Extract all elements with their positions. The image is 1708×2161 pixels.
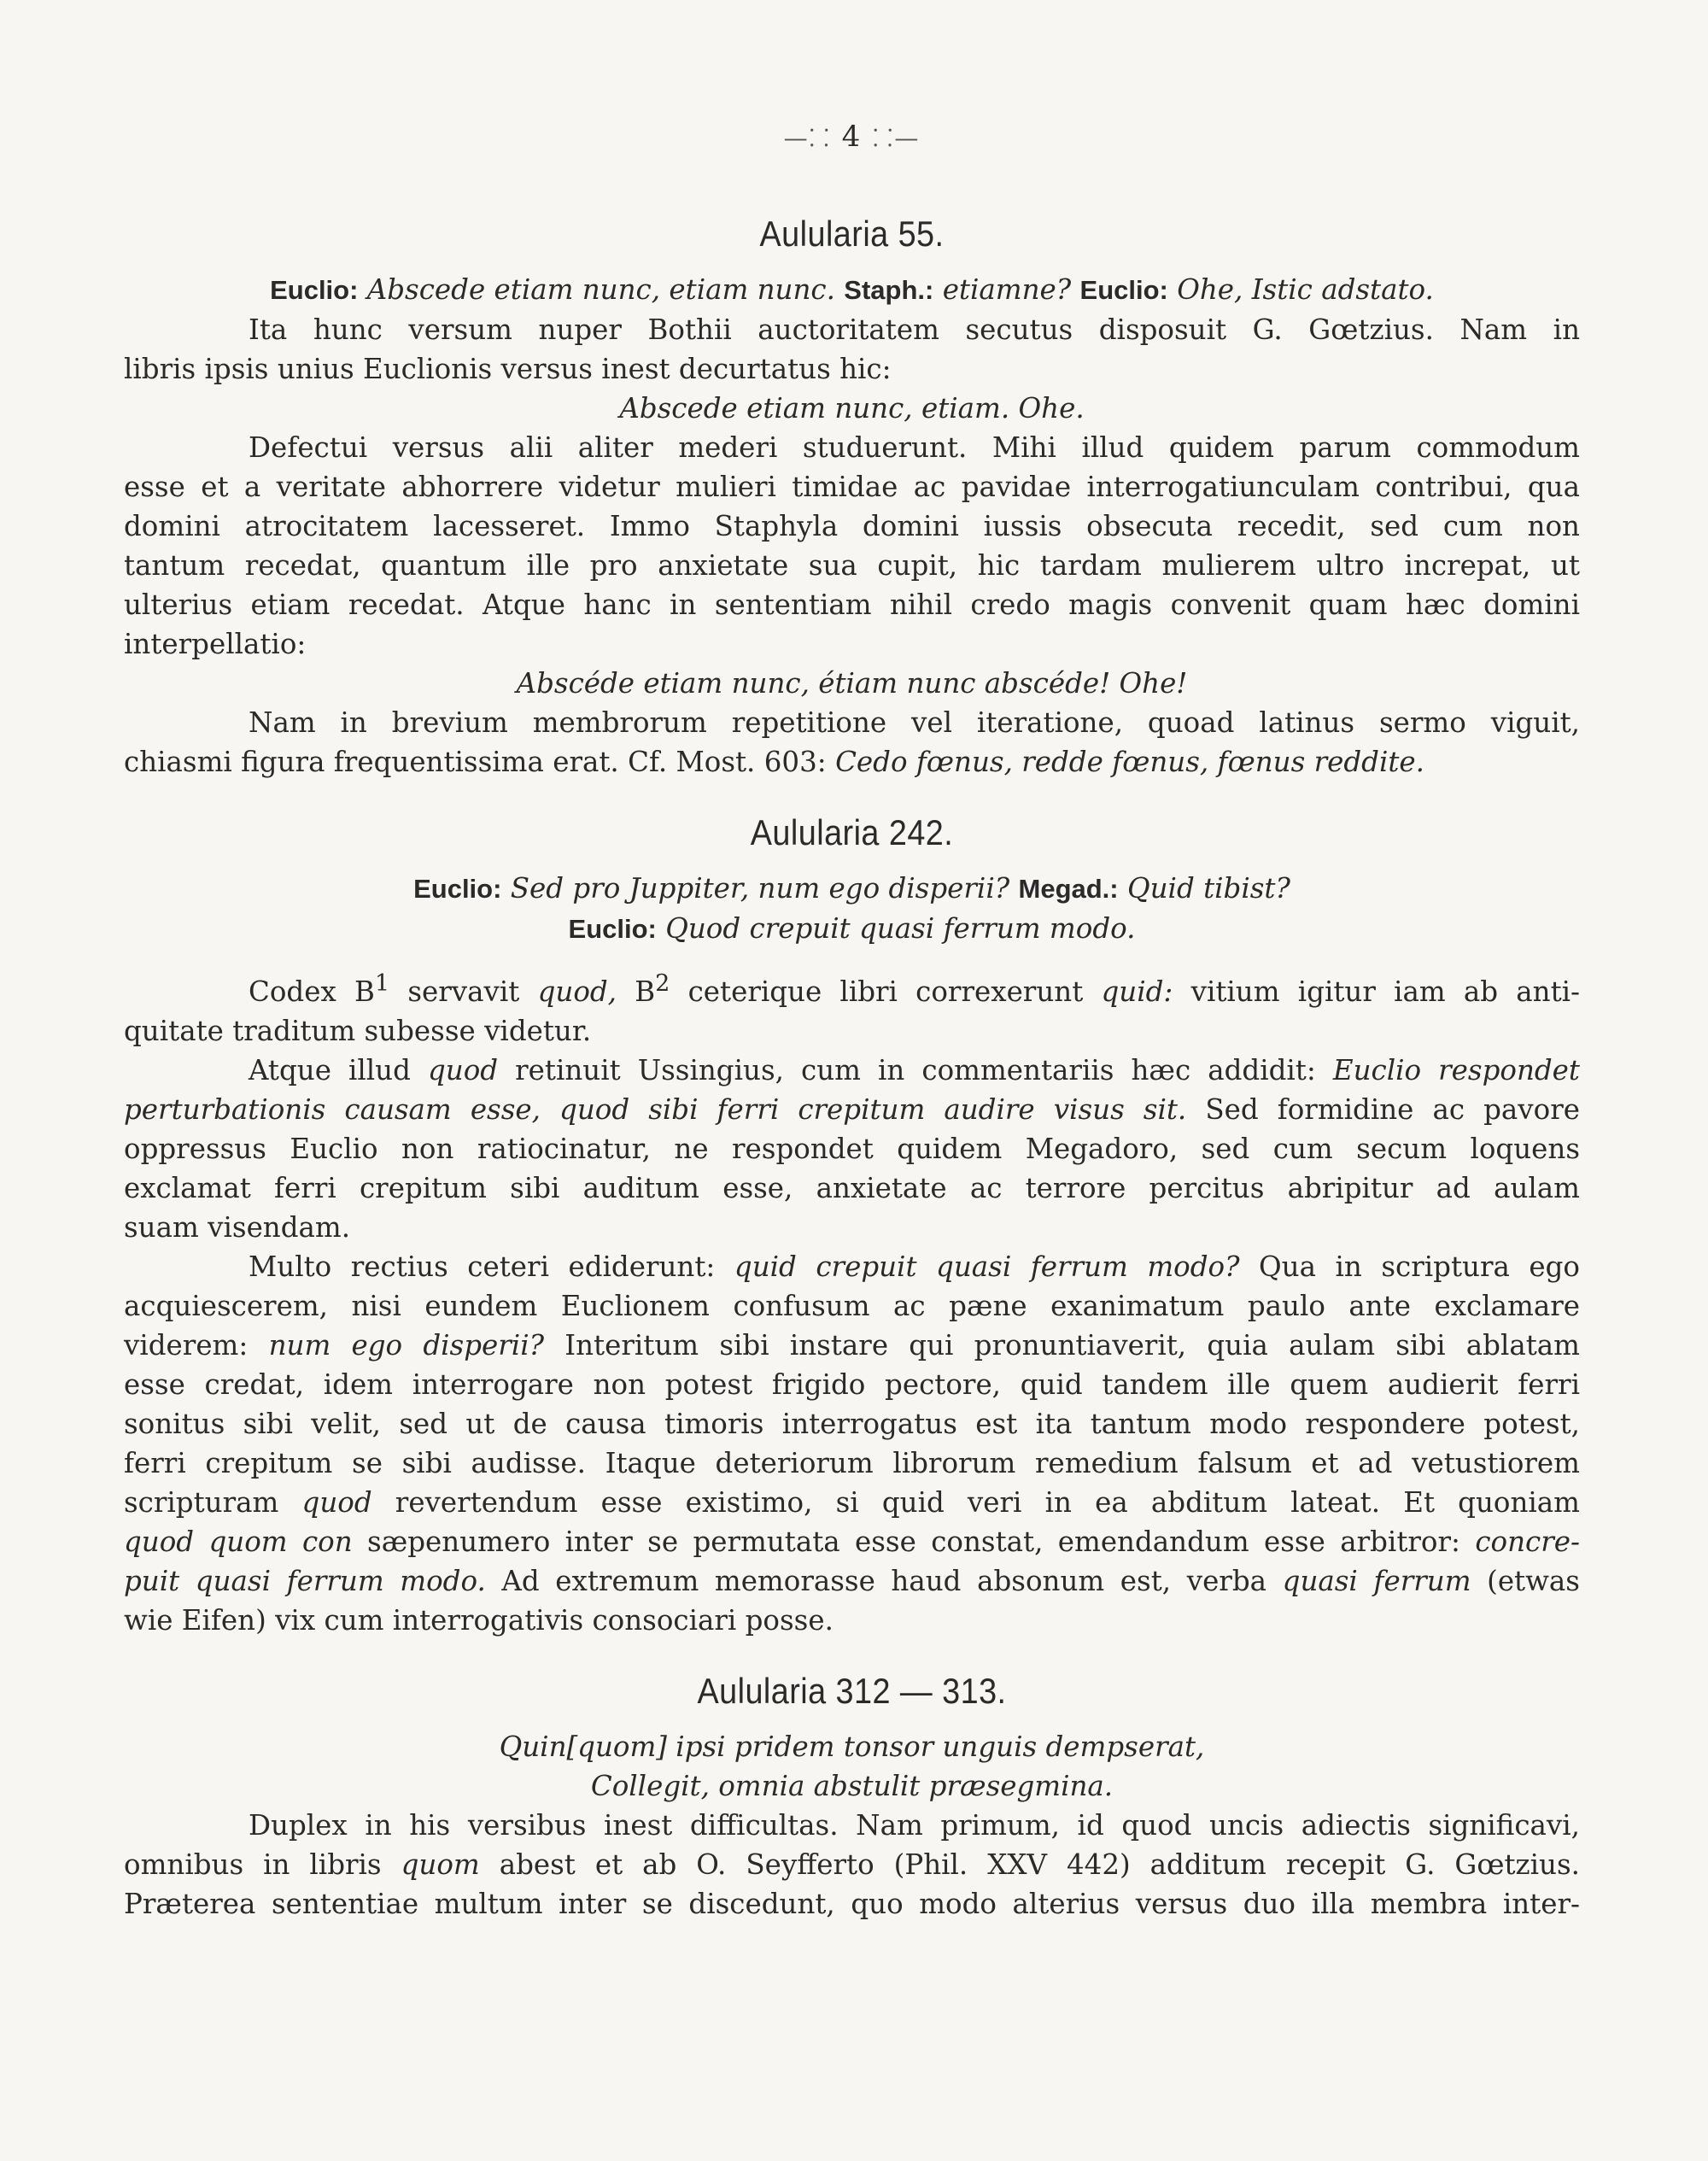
quote-text: perturbationis causam esse, quod sibi ferri crepitum audire visus sit.	[124, 1092, 1187, 1126]
text-span: omnibus in libris	[124, 1848, 401, 1881]
verse-line	[124, 869, 1580, 909]
text-line	[124, 1051, 1580, 1090]
superscript: 1	[374, 970, 390, 997]
page-header	[124, 120, 1580, 154]
quote-text: quid:	[1101, 975, 1173, 1008]
quote-text: quid crepuit quasi ferrum modo?	[734, 1250, 1240, 1283]
text-span: Interitum sibi instare qui pronuntiaverit, quia aulam sibi ablatam	[544, 1328, 1580, 1362]
speaker: Euclio:	[413, 874, 502, 904]
text-span: Ad extremum memorasse haud absonum est, verba	[485, 1564, 1283, 1597]
quote-text: quod	[301, 1485, 372, 1519]
verse-text: etiamne?	[942, 273, 1072, 306]
speaker: Euclio:	[270, 275, 359, 305]
text-line	[124, 1326, 1580, 1365]
text-span: chiasmi figura frequentissima erat. Cf. Most. 603:	[124, 746, 827, 778]
verse-text: Quin[quom] ipsi pridem tonsor unguis dempserat,	[499, 1730, 1205, 1763]
verse-text: Collegit, omnia abstulit præsegmina.	[590, 1769, 1114, 1802]
text-line	[124, 1561, 1580, 1601]
verse-line	[124, 389, 1580, 428]
text-line: wie Eifen) vix cum interrogativis consociari posse.	[124, 1603, 834, 1637]
text-span: sæpenumero inter se permutata esse constat, emendandum esse arbitror:	[352, 1525, 1476, 1558]
quote-text: quod,	[537, 975, 617, 1008]
section-title: Aulularia 55.	[759, 214, 945, 254]
text-line: Nam in brevium membrorum repetitione vel iteratione, quoad latinus sermo viguit,	[249, 706, 1580, 739]
text-span: Codex B	[249, 975, 375, 1008]
text-line: acquiescerem, nisi eundem Euclionem confusum ac pæne exanimatum paulo ante exclamare	[124, 1289, 1580, 1322]
verse-text: Abscede etiam nunc, etiam. Ohe.	[619, 392, 1085, 425]
section-title: Aulularia 242.	[750, 812, 954, 852]
text-line	[124, 1522, 1580, 1561]
text-span: Atque illud	[249, 1053, 428, 1086]
text-span: abest et ab O. Seyfferto (Phil. XXV 442) additum recepit G. Gœtzius.	[479, 1848, 1581, 1881]
quote-text: quasi ferrum	[1282, 1564, 1471, 1597]
text-span: scripturam	[124, 1485, 302, 1519]
section-title: Aulularia 312 — 313.	[697, 1670, 1007, 1711]
verse-text: Ohe, Istic adstato.	[1177, 273, 1434, 306]
text-span: Multo rectius ceteri ediderunt:	[249, 1250, 734, 1283]
verse-line	[124, 1727, 1580, 1766]
text-span: revertendum esse existimo, si quid veri in ea abditum lateat. Et quoniam	[371, 1485, 1581, 1519]
text-line: interpellatio:	[124, 628, 307, 660]
text-span: Qua in scriptura ego	[1239, 1250, 1580, 1283]
text-line: tantum recedat, quantum ille pro anxietate sua cupit, hic tardam mulierem ultro increpat, ut	[124, 549, 1580, 582]
quote-text: quod quom con	[124, 1525, 353, 1558]
quote-text: Euclio respondet	[1332, 1053, 1580, 1086]
speaker: Euclio:	[568, 914, 657, 944]
quote-text: Cedo fœnus, redde fœnus, fœnus reddite.	[835, 746, 1424, 778]
verse-text: Sed pro Juppiter, num ego disperii?	[510, 872, 1010, 905]
text-span: Sed formidine ac pavore	[1186, 1092, 1580, 1126]
section-aulularia-312-313	[124, 1671, 1580, 1924]
verse-text: Abscede etiam nunc, etiam nunc.	[366, 273, 835, 306]
text-span: vitium igitur iam ab anti-	[1173, 975, 1581, 1008]
verse-line	[124, 664, 1580, 703]
text-span: viderem:	[124, 1328, 269, 1362]
text-line: ulterius etiam recedat. Atque hanc in sententiam nihil credo magis convenit quam hæc domini	[124, 589, 1580, 621]
section-aulularia-242	[124, 812, 1580, 1640]
quote-text: quom	[401, 1848, 480, 1881]
text-line: libris ipsis unius Euclionis versus inest decurtatus hic:	[124, 353, 892, 385]
speaker: Staph.:	[844, 275, 934, 305]
text-line: exclamat ferri crepitum sibi auditum esse, anxietate ac terrore percitus abripitur ad aulam	[124, 1171, 1580, 1204]
verse-line	[124, 1766, 1580, 1806]
text-line: ferri crepitum se sibi audisse. Itaque deteriorum librorum remedium falsum et ad vetustiorem	[124, 1446, 1580, 1479]
text-line: oppressus Euclio non ratiocinatur, ne respondet quidem Megadoro, sed cum secum loquens	[124, 1132, 1580, 1165]
text-line: sonitus sibi velit, sed ut de causa timoris interrogatus est ita tantum modo respondere potest,	[124, 1407, 1580, 1440]
speaker: Euclio:	[1079, 275, 1168, 305]
text-line: domini atrocitatem lacesseret. Immo Staphyla domini iussis obsecuta recedit, sed cum non	[124, 510, 1580, 542]
speaker: Megad.:	[1018, 874, 1119, 904]
verse-text: Abscéde etiam nunc, étiam nunc abscéde! Ohe!	[516, 667, 1188, 700]
text-span: (etwas	[1471, 1564, 1580, 1597]
superscript: 2	[655, 970, 670, 997]
text-line	[124, 742, 1580, 782]
text-line	[124, 1090, 1580, 1129]
text-line: esse credat, idem interrogare non potest frigido pectore, quid tandem ille quem audierit ferri	[124, 1367, 1580, 1401]
text-line	[124, 1247, 1580, 1286]
text-line: quitate traditum subesse videtur.	[124, 1014, 592, 1047]
page-number: 4	[841, 120, 863, 154]
ornament-right: ⸬—	[873, 124, 921, 152]
text-line: esse et a veritate abhorrere videtur mulieri timidae ac pavidae interrogatiunculam contribui, qua	[124, 471, 1580, 503]
text-line	[124, 1845, 1580, 1884]
text-span: B	[617, 975, 656, 1008]
text-line	[124, 1483, 1580, 1522]
text-line: Defectui versus alii aliter mederi studuerunt. Mihi illud quidem parum commodum	[249, 431, 1580, 464]
quote-text: quod	[427, 1053, 499, 1086]
ornament-left: —⸬	[783, 124, 831, 152]
text-line: Ita hunc versum nuper Bothii auctoritatem secutus disposuit G. Gœtzius. Nam in	[249, 313, 1580, 346]
text-line: Duplex in his versibus inest difficultas. Nam primum, id quod uncis adiectis significavi,	[249, 1808, 1580, 1842]
verse-text: Quod crepuit quasi ferrum modo.	[665, 912, 1136, 945]
text-line: Præterea sententiae multum inter se discedunt, quo modo alterius versus duo illa membra inter-	[124, 1887, 1580, 1920]
verse-line	[124, 270, 1580, 310]
quote-text: puit quasi ferrum modo.	[124, 1564, 486, 1597]
text-line: suam visendam.	[124, 1210, 351, 1244]
quote-text: concre-	[1475, 1525, 1580, 1558]
text-span: servavit	[389, 975, 538, 1008]
text-line	[124, 964, 1580, 1011]
section-aulularia-55	[124, 214, 1580, 782]
text-span: ceterique libri correxerunt	[670, 975, 1102, 1008]
verse-line	[124, 909, 1580, 949]
text-span: retinuit Ussingius, cum in commentariis hæc addidit:	[498, 1053, 1333, 1086]
verse-text: Quid tibist?	[1126, 872, 1290, 905]
quote-text: num ego disperii?	[268, 1328, 545, 1362]
